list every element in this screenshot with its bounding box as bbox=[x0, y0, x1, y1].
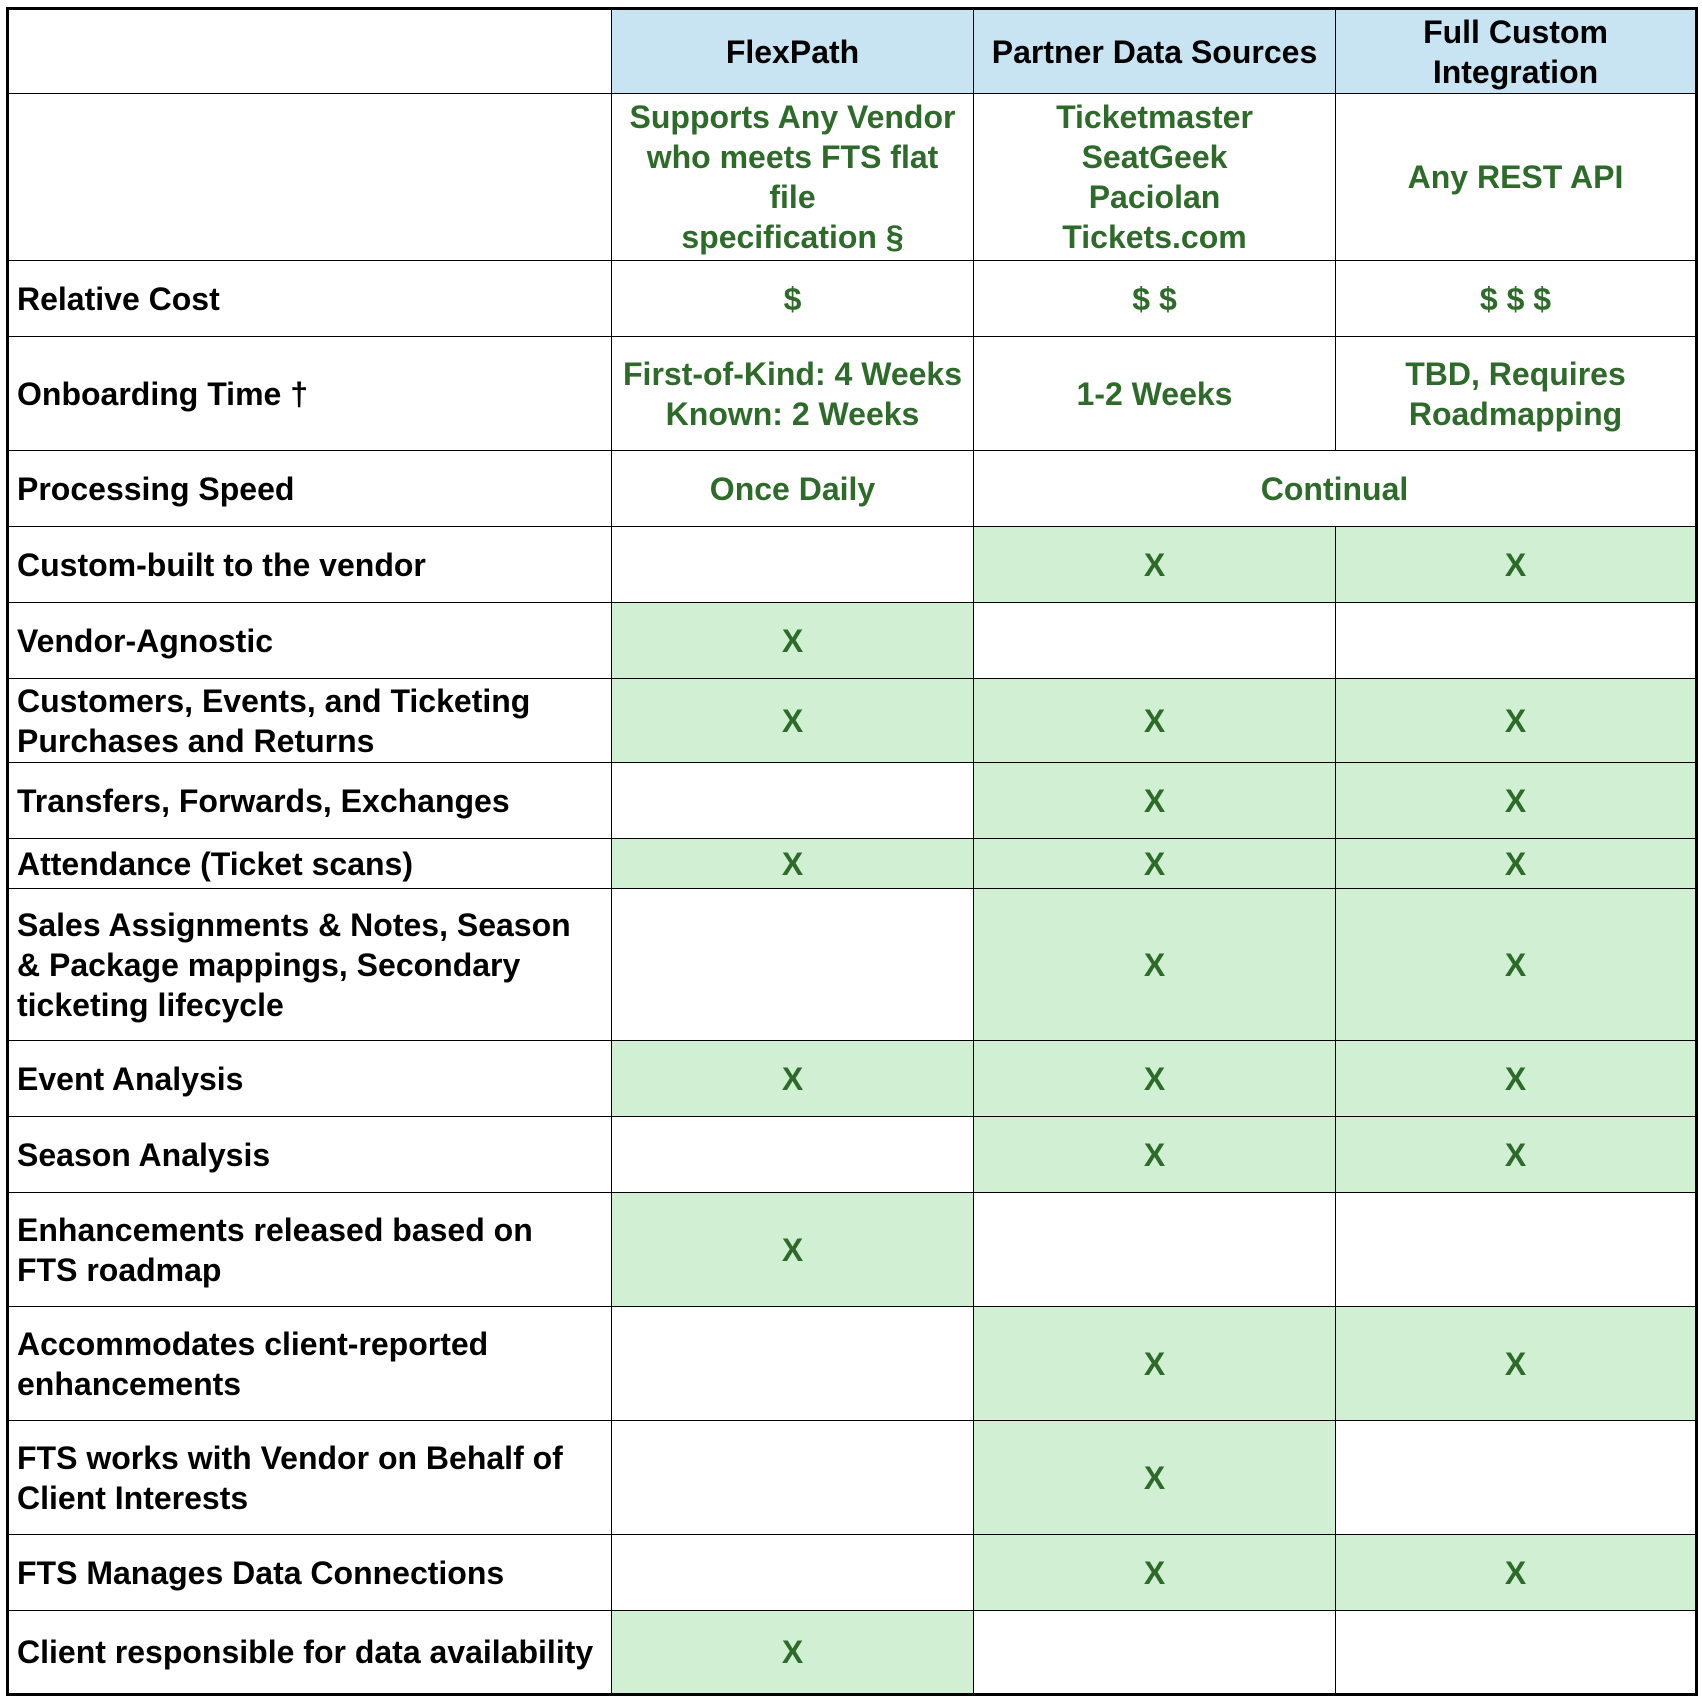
corner-cell bbox=[8, 9, 612, 94]
check-mark: X bbox=[1504, 1060, 1527, 1097]
check-mark: X bbox=[1143, 845, 1166, 882]
onboarding-flexpath-line: First-of-Kind: 4 Weeks bbox=[623, 355, 962, 392]
check-cell-custom bbox=[1336, 889, 1697, 1041]
feature-label-line: FTS roadmap bbox=[17, 1251, 222, 1288]
feature-label bbox=[8, 889, 612, 1041]
feature-row bbox=[8, 527, 1697, 603]
feature-label bbox=[8, 1307, 612, 1421]
check-mark: X bbox=[1504, 546, 1527, 583]
onboarding-custom-line: Roadmapping bbox=[1408, 395, 1623, 432]
check-cell-custom bbox=[1336, 1611, 1697, 1695]
check-mark: X bbox=[1504, 782, 1527, 819]
check-cell-partner bbox=[974, 1535, 1336, 1611]
check-mark: X bbox=[1143, 1554, 1166, 1591]
onboarding-custom-line: TBD, Requires bbox=[1405, 355, 1626, 392]
check-cell-partner bbox=[974, 1421, 1336, 1535]
feature-row bbox=[8, 679, 1697, 763]
feature-label-line: Client responsible for data availability bbox=[17, 1634, 594, 1670]
check-cell-partner bbox=[974, 1041, 1336, 1117]
check-cell-custom bbox=[1336, 1193, 1697, 1307]
relative-cost-label: Relative Cost bbox=[8, 261, 612, 337]
vendors-flexpath-line: who meets FTS flat file bbox=[646, 139, 939, 215]
feature-label-line: Customers, Events, and Ticketing bbox=[17, 682, 531, 719]
feature-row bbox=[8, 1193, 1697, 1307]
feature-row bbox=[8, 1535, 1697, 1611]
column-header-custom-line: Integration bbox=[1432, 53, 1599, 90]
check-cell-custom bbox=[1336, 839, 1697, 889]
check-mark: X bbox=[1143, 1136, 1166, 1173]
check-cell-custom bbox=[1336, 763, 1697, 839]
feature-row bbox=[8, 1611, 1697, 1695]
vendors-flexpath-line: Supports Any Vendor bbox=[629, 99, 956, 135]
check-mark: X bbox=[1143, 946, 1166, 983]
feature-label-line: & Package mappings, Secondary bbox=[17, 946, 521, 983]
feature-row bbox=[8, 839, 1697, 889]
check-cell-partner bbox=[974, 889, 1336, 1041]
feature-label bbox=[8, 839, 612, 889]
check-mark: X bbox=[781, 622, 804, 659]
vendors-partner bbox=[974, 94, 1336, 261]
check-cell-partner bbox=[974, 1193, 1336, 1307]
vendors-label-cell bbox=[8, 94, 612, 261]
check-cell-partner bbox=[974, 1611, 1336, 1695]
vendors-flexpath-line: specification § bbox=[681, 219, 904, 255]
feature-label-line: enhancements bbox=[17, 1365, 242, 1402]
check-cell-partner bbox=[974, 527, 1336, 603]
check-cell-custom bbox=[1336, 527, 1697, 603]
check-cell-custom bbox=[1336, 603, 1697, 679]
onboarding-flexpath bbox=[612, 337, 974, 451]
vendors-flexpath bbox=[612, 94, 974, 261]
processing-partner-custom: Continual bbox=[974, 451, 1697, 527]
processing-label: Processing Speed bbox=[8, 451, 612, 527]
check-mark: X bbox=[1504, 1554, 1527, 1591]
check-cell-custom bbox=[1336, 1307, 1697, 1421]
relative-cost-flexpath: $ bbox=[612, 261, 974, 337]
feature-label-line: Client Interests bbox=[17, 1479, 249, 1516]
feature-label-line: Event Analysis bbox=[17, 1060, 244, 1097]
comparison-table bbox=[6, 7, 1698, 1696]
feature-label bbox=[8, 1117, 612, 1193]
check-cell-partner bbox=[974, 1307, 1336, 1421]
onboarding-row bbox=[8, 337, 1697, 451]
check-mark: X bbox=[1143, 1345, 1166, 1382]
feature-label-line: Vendor-Agnostic bbox=[17, 622, 274, 659]
feature-label bbox=[8, 679, 612, 763]
onboarding-label: Onboarding Time † bbox=[8, 337, 612, 451]
column-header-custom bbox=[1336, 9, 1697, 94]
check-mark: X bbox=[781, 845, 804, 882]
feature-label bbox=[8, 1421, 612, 1535]
check-cell-partner bbox=[974, 603, 1336, 679]
feature-label-line: Purchases and Returns bbox=[17, 722, 375, 759]
feature-row bbox=[8, 603, 1697, 679]
feature-label-line: Custom-built to the vendor bbox=[17, 546, 426, 583]
check-cell-flexpath bbox=[612, 1041, 974, 1117]
check-cell-flexpath bbox=[612, 679, 974, 763]
check-cell-custom bbox=[1336, 1117, 1697, 1193]
vendors-partner-line: SeatGeek bbox=[1081, 139, 1228, 175]
check-cell-flexpath bbox=[612, 1611, 974, 1695]
feature-label-line: Accommodates client-reported bbox=[17, 1325, 489, 1362]
vendors-partner-line: Tickets.com bbox=[1062, 219, 1247, 255]
onboarding-custom bbox=[1336, 337, 1697, 451]
relative-cost-custom: $ $ $ bbox=[1336, 261, 1697, 337]
feature-row bbox=[8, 1421, 1697, 1535]
feature-label-line: Sales Assignments & Notes, Season bbox=[17, 906, 571, 943]
check-cell-flexpath bbox=[612, 839, 974, 889]
check-mark: X bbox=[1143, 1060, 1166, 1097]
check-mark: X bbox=[1504, 702, 1527, 739]
check-mark: X bbox=[781, 1060, 804, 1097]
check-cell-custom bbox=[1336, 1041, 1697, 1117]
check-mark: X bbox=[781, 702, 804, 739]
check-cell-partner bbox=[974, 763, 1336, 839]
onboarding-flexpath-line: Known: 2 Weeks bbox=[665, 395, 920, 432]
feature-row bbox=[8, 1041, 1697, 1117]
feature-label-line: Transfers, Forwards, Exchanges bbox=[17, 782, 510, 819]
check-mark: X bbox=[781, 1231, 804, 1268]
feature-row bbox=[8, 889, 1697, 1041]
column-header-partner: Partner Data Sources bbox=[974, 9, 1336, 94]
feature-label-line: Season Analysis bbox=[17, 1136, 271, 1173]
feature-label bbox=[8, 1041, 612, 1117]
feature-label bbox=[8, 527, 612, 603]
feature-label bbox=[8, 1535, 612, 1611]
check-mark: X bbox=[1504, 1136, 1527, 1173]
check-mark: X bbox=[1143, 546, 1166, 583]
vendors-partner-line: Ticketmaster bbox=[1056, 99, 1253, 135]
check-cell-flexpath bbox=[612, 1117, 974, 1193]
check-mark: X bbox=[1143, 1459, 1166, 1496]
check-cell-custom bbox=[1336, 1535, 1697, 1611]
check-cell-flexpath bbox=[612, 603, 974, 679]
check-cell-flexpath bbox=[612, 527, 974, 603]
feature-label bbox=[8, 763, 612, 839]
feature-label bbox=[8, 1611, 612, 1695]
feature-label bbox=[8, 603, 612, 679]
check-cell-flexpath bbox=[612, 763, 974, 839]
check-mark: X bbox=[1504, 1345, 1527, 1382]
feature-label-line: FTS Manages Data Connections bbox=[17, 1554, 505, 1591]
check-mark: X bbox=[1143, 702, 1166, 739]
feature-label-line: Attendance (Ticket scans) bbox=[17, 845, 413, 882]
vendors-partner-line: Paciolan bbox=[1088, 179, 1221, 215]
check-cell-flexpath bbox=[612, 1193, 974, 1307]
feature-row bbox=[8, 763, 1697, 839]
check-cell-flexpath bbox=[612, 1421, 974, 1535]
header-row bbox=[8, 9, 1697, 94]
onboarding-partner: 1-2 Weeks bbox=[974, 337, 1336, 451]
feature-label-line: ticketing lifecycle bbox=[17, 986, 284, 1023]
feature-label bbox=[8, 1193, 612, 1307]
check-mark: X bbox=[1504, 946, 1527, 983]
check-cell-partner bbox=[974, 839, 1336, 889]
check-cell-custom bbox=[1336, 1421, 1697, 1535]
column-header-custom-line: Full Custom bbox=[1423, 13, 1608, 50]
check-cell-flexpath bbox=[612, 889, 974, 1041]
check-cell-custom bbox=[1336, 679, 1697, 763]
check-cell-flexpath bbox=[612, 1307, 974, 1421]
vendors-row bbox=[8, 94, 1697, 261]
check-mark: X bbox=[1504, 845, 1527, 882]
feature-row bbox=[8, 1117, 1697, 1193]
feature-row bbox=[8, 1307, 1697, 1421]
check-cell-flexpath bbox=[612, 1535, 974, 1611]
feature-label-line: Enhancements released based on bbox=[17, 1211, 533, 1248]
processing-flexpath: Once Daily bbox=[612, 451, 974, 527]
relative-cost-row bbox=[8, 261, 1697, 337]
vendors-custom: Any REST API bbox=[1336, 94, 1697, 261]
feature-label-line: FTS works with Vendor on Behalf of bbox=[17, 1439, 563, 1476]
check-cell-partner bbox=[974, 679, 1336, 763]
processing-row bbox=[8, 451, 1697, 527]
relative-cost-partner: $ $ bbox=[974, 261, 1336, 337]
check-mark: X bbox=[781, 1634, 804, 1670]
column-header-flexpath: FlexPath bbox=[612, 9, 974, 94]
check-mark: X bbox=[1143, 782, 1166, 819]
check-cell-partner bbox=[974, 1117, 1336, 1193]
